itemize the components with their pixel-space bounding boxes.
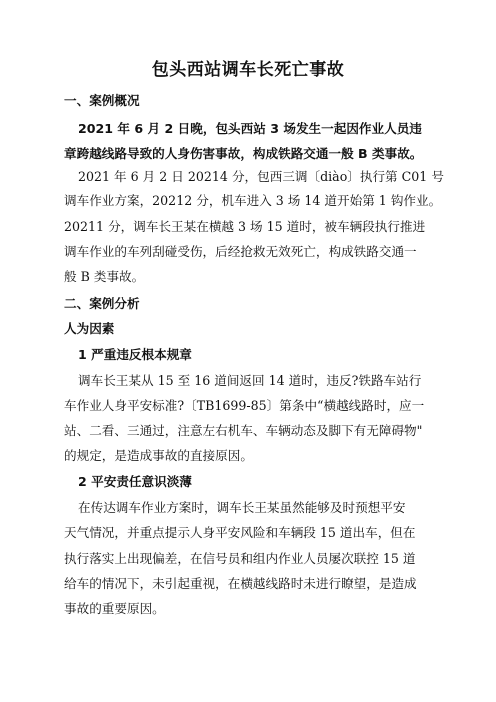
detail-line-3: 20211 分，调车长王某在横越 3 场 15 道时，被车辆段执行推进 <box>64 219 426 234</box>
sub1-line-4: 的规定，是造成事故的直接原因。 <box>64 448 253 463</box>
subheading-human-factors: 人为因素 <box>64 321 115 336</box>
detail-line-2: 调车作业方案，20212 分，机车进入 3 场 14 道开始第 1 钩作业。 <box>64 193 442 208</box>
summary-line-1: 2021 年 6 月 2 日晚，包头西站 3 场发生一起因作业人员违 <box>78 121 422 136</box>
sub1-line-2: 车作业人身平安标准?〔TB1699-85〕第条中“横越线路时，应一 <box>64 398 425 413</box>
sub2-line-1: 在传达调车作业方案时，调车长王某虽然能够及时预想平安 <box>78 500 406 515</box>
subheading-1: 1 严重违反根本规章 <box>78 347 192 362</box>
section-heading-overview: 一、案例概况 <box>64 93 140 108</box>
sub1-line-3: 站、二看、三通过，注意左右机车、车辆动态及脚下有无障碍物" <box>64 423 423 438</box>
summary-line-2: 章跨越线路导致的人身伤害事故，构成铁路交通一般 B 类事故。 <box>64 146 423 161</box>
sub2-line-4: 给车的情况下，未引起重视，在横越线路时未进行瞭望，是造成 <box>64 576 417 591</box>
sub2-line-2: 天气情况，并重点提示人身平安风险和车辆段 15 道出车，但在 <box>64 525 416 540</box>
detail-line-1: 2021 年 6 月 2 日 20214 分，包西三调〔diào〕执行第 C01 号 <box>78 169 444 184</box>
sub2-line-3: 执行落实上出现偏差，在信号员和组内作业人员屡次联控 15 道 <box>64 551 416 566</box>
document-title: 包头西站调车长死亡事故 <box>151 60 345 80</box>
sub2-line-5: 事故的重要原因。 <box>64 601 165 616</box>
detail-line-5: 般 B 类事故。 <box>64 269 145 284</box>
section-heading-analysis: 二、案例分析 <box>64 296 140 311</box>
subheading-2: 2 平安责任意识淡薄 <box>78 474 192 489</box>
sub1-line-1: 调车长王某从 15 至 16 道间返回 14 道时，违反?铁路车站行 <box>78 373 422 388</box>
detail-line-4: 调车作业的车列刮碰受伤，后经抢救无效死亡，构成铁路交通一 <box>64 244 417 259</box>
